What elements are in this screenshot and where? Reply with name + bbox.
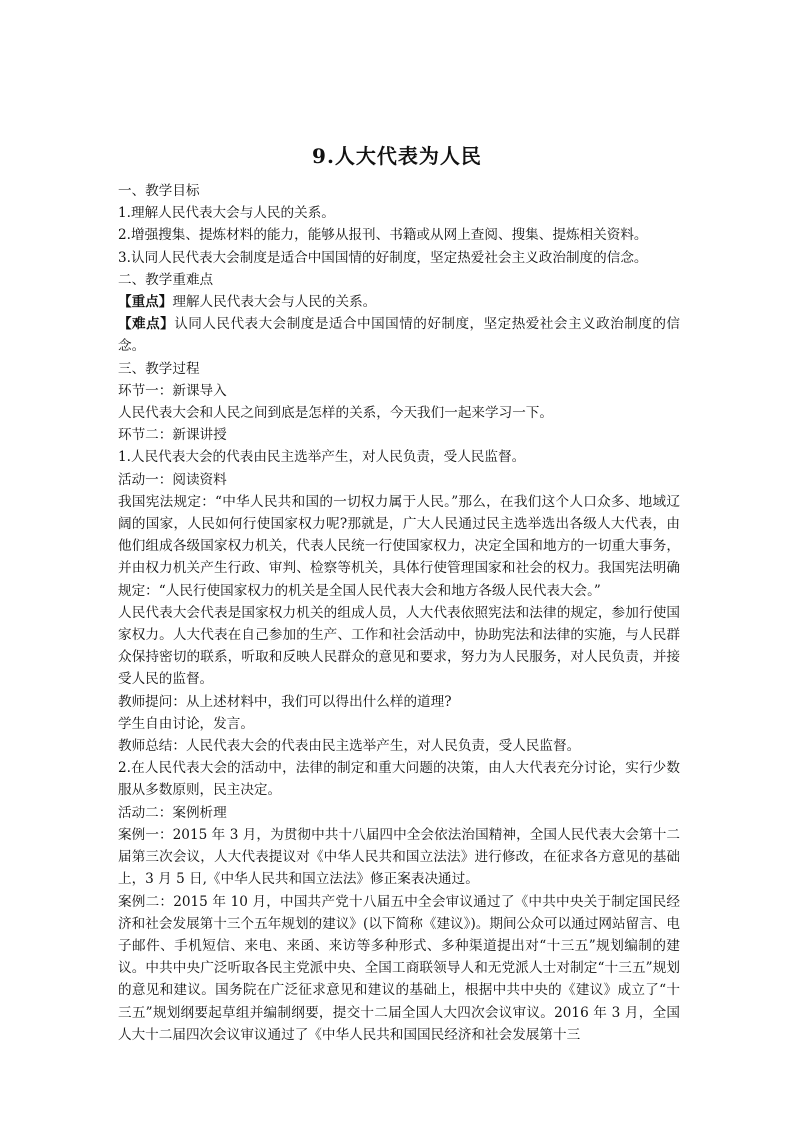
- difficult-point-text: 认同人民代表大会制度是适合中国国情的好制度，坚定热爱社会主义政治制度的信念。: [118, 316, 681, 355]
- paragraph: 人民代表大会代表是国家权力机关的组成人员，人大代表依照宪法和法律的规定，参加行使国家权力。人大代表在自己参加的生产、工作和社会活动中，协助宪法和法律的实施，与人民群众保持密切的联系，听取和反映人民群众的意见和要求，努力为人民服务，对人民负责，并接受人民的监督。: [118, 604, 680, 688]
- key-point-text: 理解人民代表大会与人民的关系。: [172, 294, 377, 311]
- paragraph: 教师总结：人民代表大会的代表由民主选举产生，对人民负责，受人民监督。: [118, 738, 581, 755]
- document-body: [118, 180, 680, 1046]
- teaching-point: 2.在人民代表大会的活动中，法律的制定和重大问题的决策，由人大代表充分讨论，实行少数服从多数原则，民主决定。: [118, 760, 680, 799]
- case-paragraph: 案例二：2015 年 10 月，中国共产党十八届五中全会审议通过了《中共中央关于制定国民经济和社会发展第十三个五年规划的建议》(以下简称《建议》)。期间公众可以通过网站留言、电子邮件、手机短信、来电、来函、来访等多种形式、多种渠道提出对“十三五”规划编制的建议。中共中央广泛听取各民主党派中央、全国工商联领导人和无党派人士对制定“十三五”规划的意见和建议。国务院在广泛征求意见和建议的基础上，根据中共中央的《建议》成立了“十三五”规划纲要起草组并编制纲要，提交十二届全国人大四次会议审议。2016 年 3 月，全国人大十二届四次会议审议通过了《中华人民共和国国民经济和社会发展第十三: [118, 893, 680, 1043]
- document-title: 9.人大代表为人民: [312, 144, 482, 168]
- paragraph: 教师提问：从上述材料中，我们可以得出什么样的道理?: [118, 693, 452, 710]
- activity-title: 活动二：案例析理: [118, 804, 227, 821]
- difficult-point-label: 【难点】: [118, 316, 175, 333]
- goal-item: 3.认同人民代表大会制度是适合中国国情的好制度，坚定热爱社会主义政治制度的信念。: [118, 249, 648, 266]
- teaching-point: 1.人民代表大会的代表由民主选举产生，对人民负责，受人民监督。: [118, 449, 526, 466]
- stage-title: 环节二：新课讲授: [118, 427, 227, 444]
- paragraph: 人民代表大会和人民之间到底是怎样的关系，今天我们一起来学习一下。: [118, 405, 553, 422]
- goal-item: 2.增强搜集、提炼材料的能力，能够从报刊、书籍或从网上查阅、搜集、提炼相关资料。: [118, 227, 648, 244]
- section-heading-process: 三、教学过程: [118, 360, 200, 377]
- activity-title: 活动一：阅读资料: [118, 471, 227, 488]
- section-heading-key-points: 二、教学重难点: [118, 271, 214, 288]
- key-point-paragraph: [118, 291, 680, 313]
- case-paragraph: 案例一：2015 年 3 月，为贯彻中共十八届四中全会依法治国精神，全国人民代表大会第十二届第三次会议，人大代表提议对《中华人民共和国立法法》进行修改，在征求各方意见的基础上，3 月 5 日,《中华人民共和国立法法》修正案表决通过。: [118, 826, 680, 888]
- stage-title: 环节一：新课导入: [118, 382, 227, 399]
- goal-item: 1.理解人民代表大会与人民的关系。: [118, 205, 335, 222]
- paragraph: 我国宪法规定：“中华人民共和国的一切权力属于人民。”那么，在我们这个人口众多、地域辽阔的国家，人民如何行使国家权力呢?那就是，广大人民通过民主选举选出各级人大代表，由他们组成各级国家权力机关，代表人民统一行使国家权力，决定全国和地方的一切重大事务，并由权力机关产生行政、审判、检察等机关，具体行使管理国家和社会的权力。我国宪法明确规定：“人民行使国家权力的机关是全国人民代表大会和地方各级人民代表大会。”: [118, 493, 680, 599]
- difficult-point-paragraph: [118, 313, 680, 357]
- key-point-label: 【重点】: [118, 294, 173, 311]
- paragraph: 学生自由讨论，发言。: [118, 715, 254, 732]
- section-heading-goals: 一、教学目标: [118, 183, 200, 199]
